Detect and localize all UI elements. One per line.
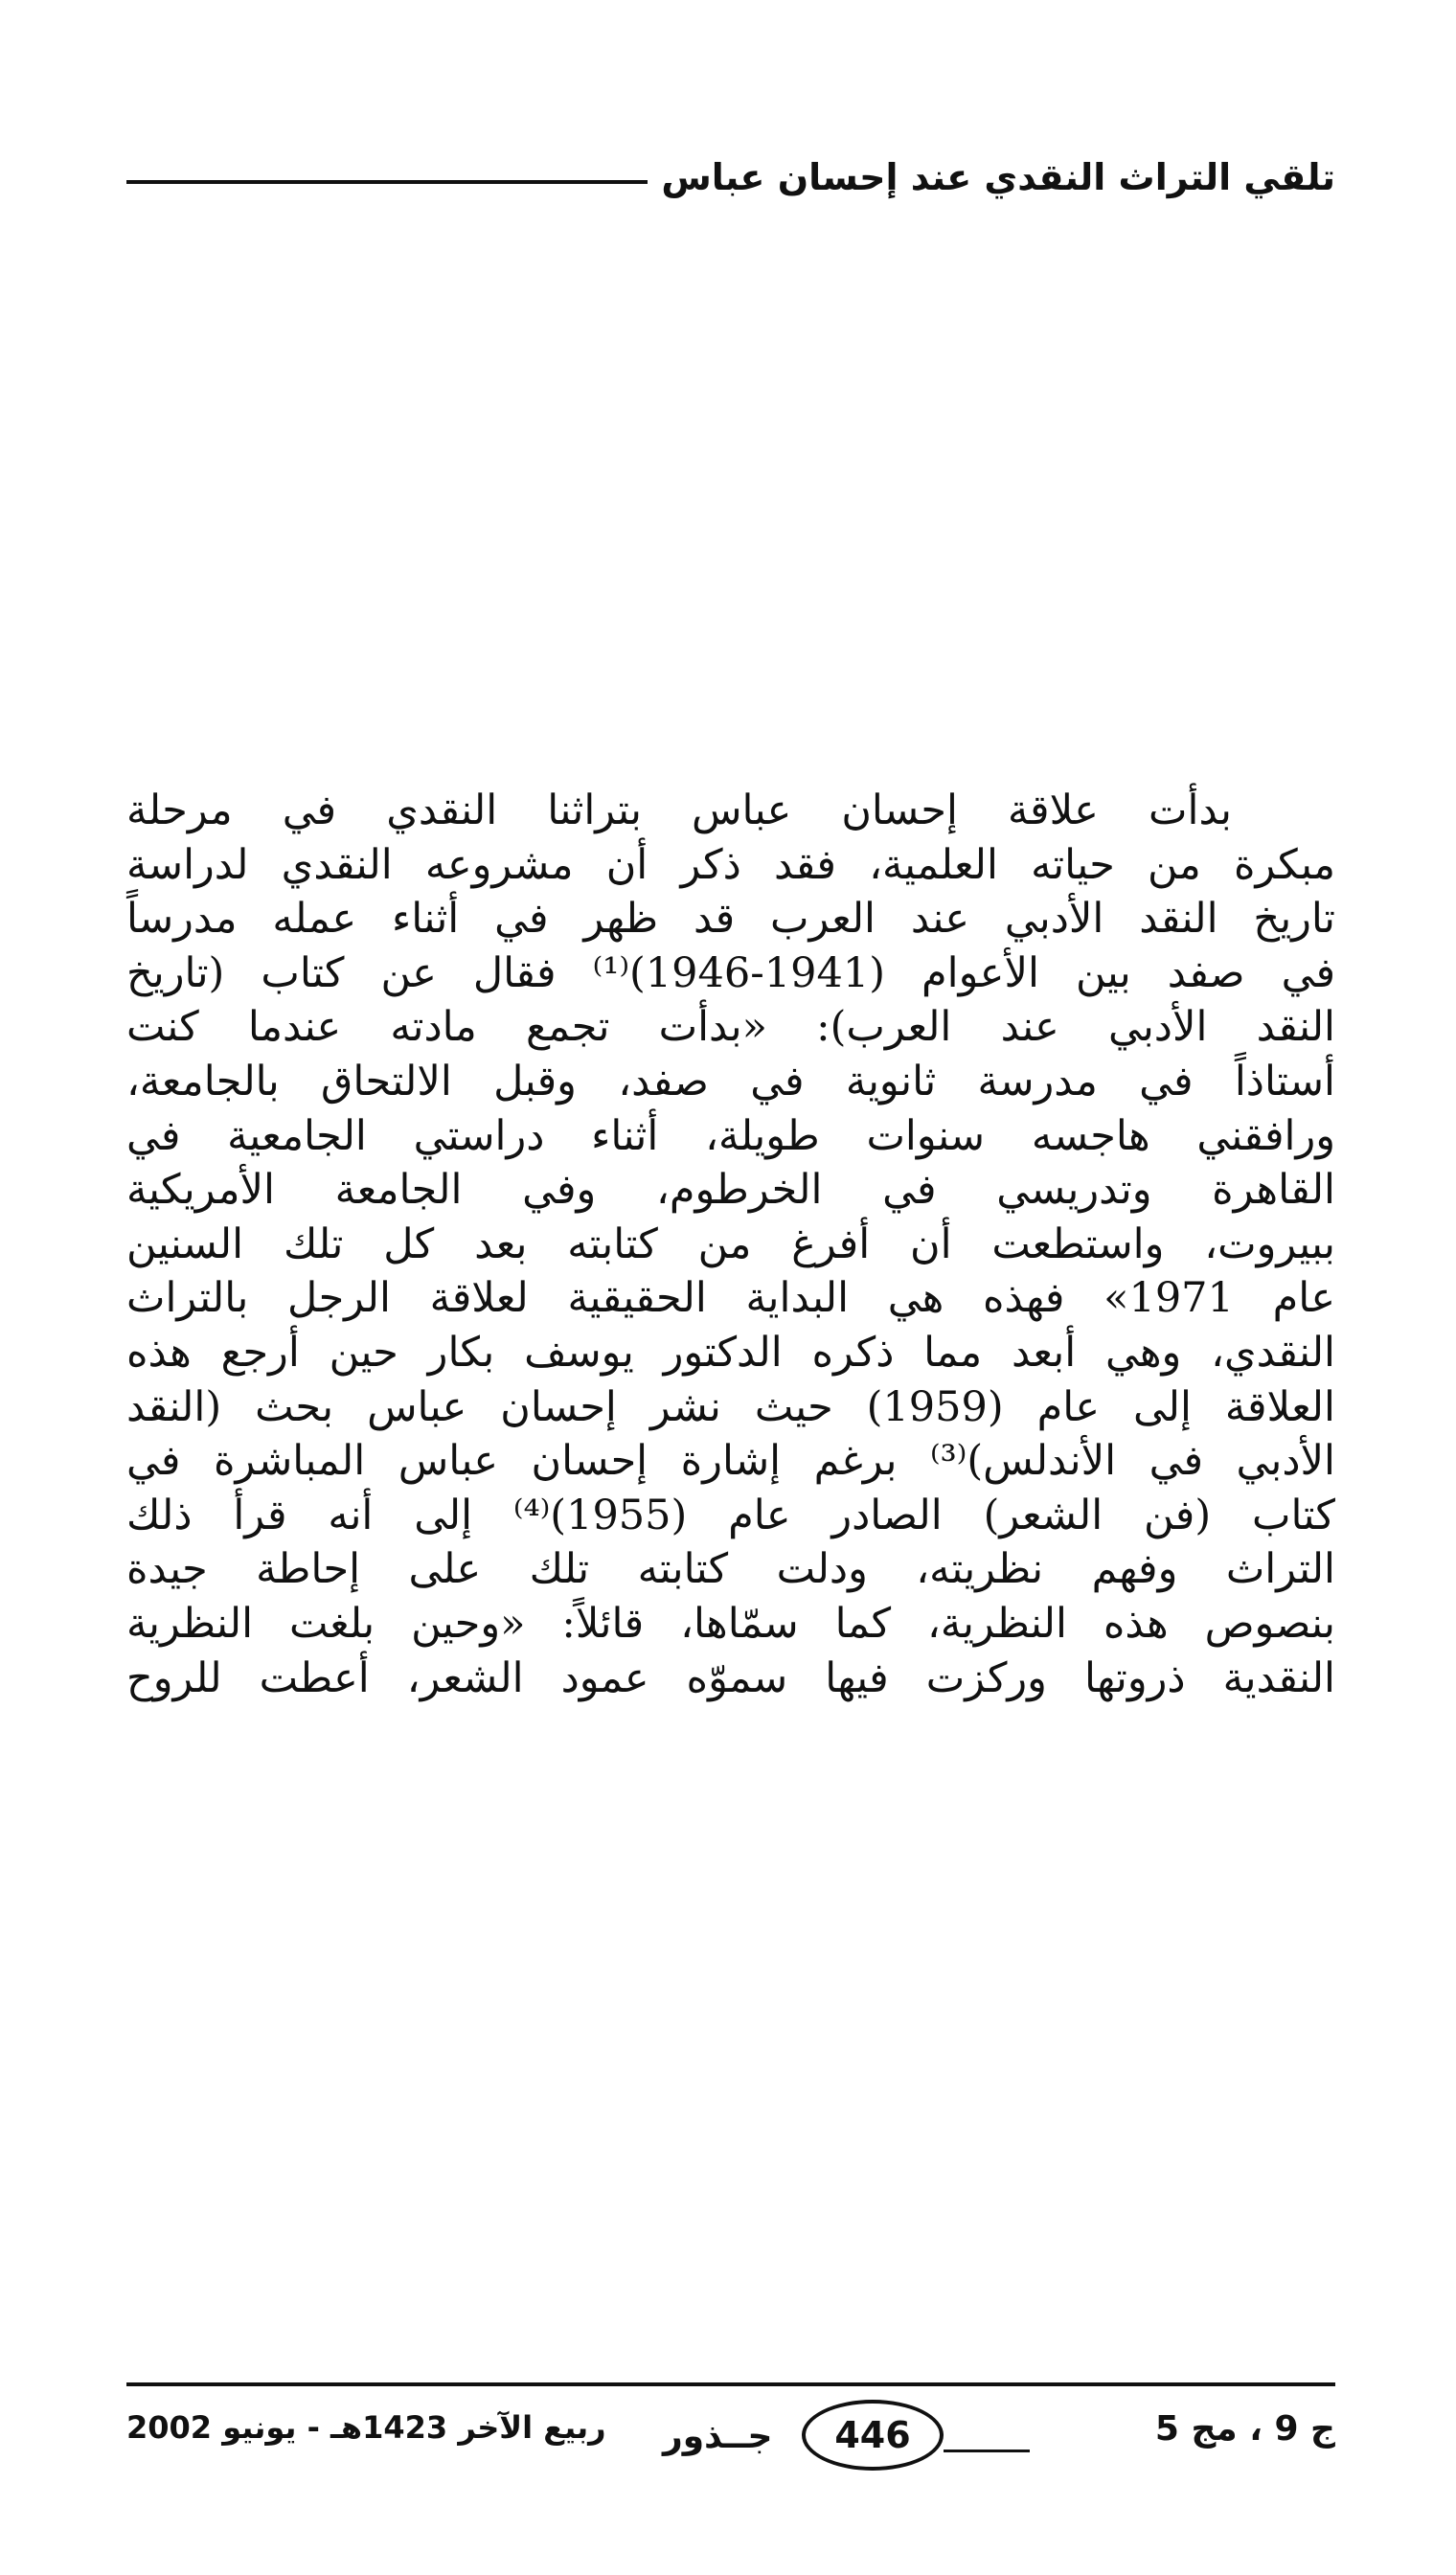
- text-line: النقدية ذروتها وركزت فيها سموّه عمود الشعر، أعطت للروح: [126, 1653, 1335, 1702]
- text-line: ببيروت، واستطعت أن أفرغ من كتابته بعد كل تلك السنين: [126, 1219, 1335, 1268]
- page-number-oval: [802, 2400, 944, 2471]
- text-line: النقدي، وهي أبعد مما ذكره الدكتور يوسف بكار حين أرجع هذه: [126, 1328, 1335, 1377]
- text-line: مبكرة من حياته العلمية، فقد ذكر أن مشروعه النقدي لدراسة: [126, 840, 1335, 889]
- text-line: كتاب (فن الشعر) الصادر عام (1955)⁽⁴⁾ إلى أنه قرأ ذلك: [126, 1491, 1335, 1539]
- text-line: تاريخ النقد الأدبي عند العرب قد ظهر في أثناء عمله مدرساً: [126, 895, 1335, 944]
- text-line: العلاقة إلى عام (1959) حيث نشر إحسان عباس بحث (النقد: [126, 1382, 1335, 1431]
- text-line: القاهرة وتدريسي في الخرطوم، وفي الجامعة الأمريكية: [126, 1166, 1335, 1215]
- footer-dash-right: [944, 2450, 1030, 2452]
- page-footer: [126, 2400, 1335, 2476]
- text-line: الأدبي في الأندلس)⁽³⁾ برغم إشارة إحسان عباس المباشرة في: [126, 1437, 1335, 1486]
- page-number: 446: [834, 2414, 911, 2456]
- text-line: النقد الأدبي عند العرب): «بدأت تجمع مادته عندما كنت: [126, 1003, 1335, 1052]
- text-line: أستاذاً في مدرسة ثانوية في صفد، وقبل الالتحاق بالجامعة،: [126, 1057, 1335, 1105]
- text-line: بنصوص هذه النظرية، كما سمّاها، قائلاً: «وحين بلغت النظرية: [126, 1599, 1335, 1648]
- text-line: التراث وفهم نظريته، ودلت كتابته تلك على إحاطة جيدة: [126, 1545, 1335, 1594]
- body-paragraph: [126, 784, 1335, 1705]
- journal-name: جــذور: [663, 2417, 773, 2456]
- text-line: عام 1971» فهذه هي البداية الحقيقية لعلاقة الرجل بالتراث: [126, 1274, 1335, 1323]
- volume-issue: ج 9 ، مج 5: [1154, 2409, 1335, 2449]
- text-line: بدأت علاقة إحسان عباس بتراثنا النقدي في مرحلة: [126, 786, 1232, 834]
- header-rule: [126, 180, 648, 184]
- text-line: في صفد بين الأعوام (1941-1946)⁽¹⁾ فقال عن كتاب (تاريخ: [126, 948, 1335, 997]
- footer-rule: [126, 2382, 1335, 2386]
- running-header: [126, 144, 1335, 211]
- issue-date: ربيع الآخر 1423هـ - يونيو 2002: [126, 2409, 606, 2446]
- text-line: ورافقني هاجسه سنوات طويلة، أثناء دراستي الجامعية في: [126, 1111, 1335, 1160]
- running-title: تلقي التراث النقدي عند إحسان عباس: [661, 156, 1335, 198]
